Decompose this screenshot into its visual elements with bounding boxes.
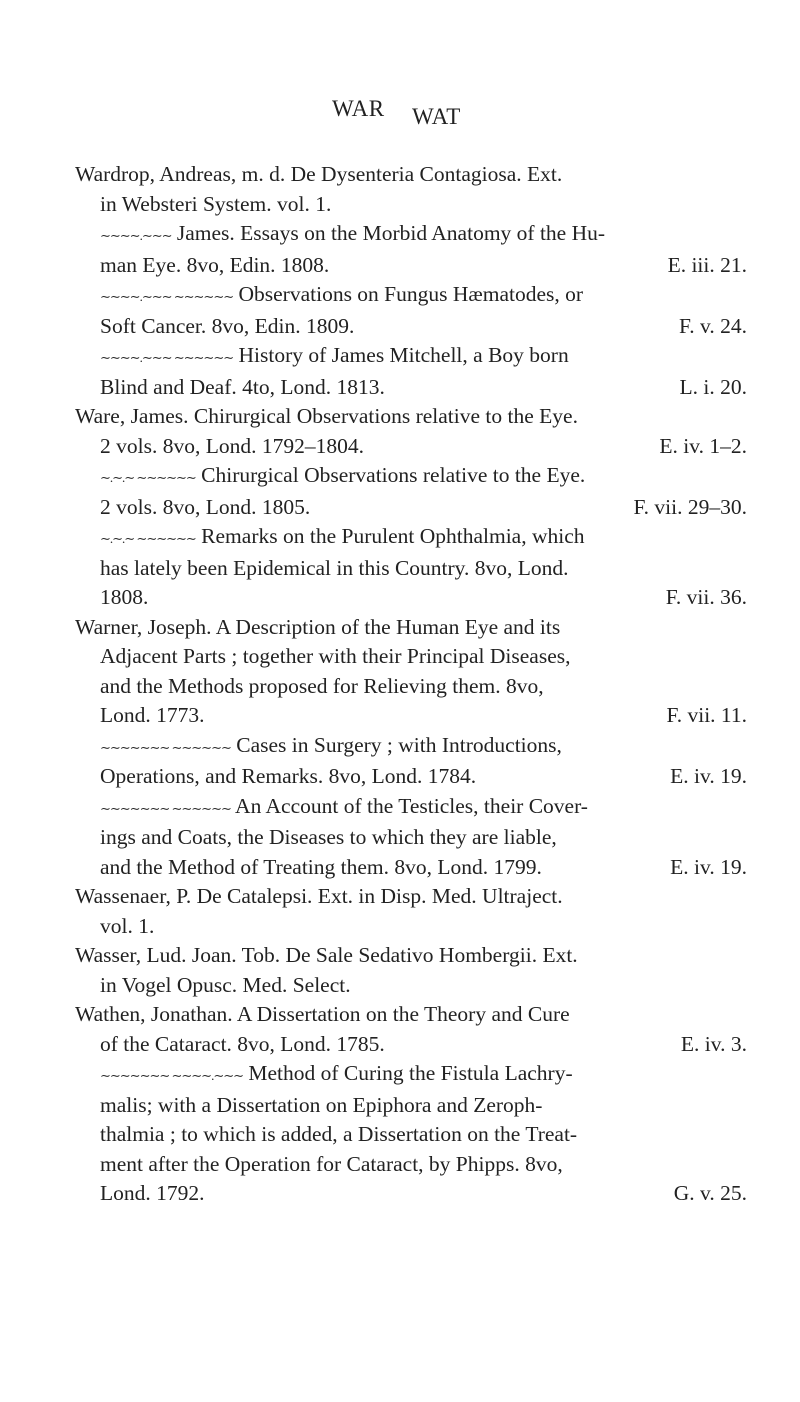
- entry-lead: Warner, Joseph.: [75, 614, 212, 639]
- bibliography-entry: [75, 792, 747, 883]
- entry-continuation-line: [75, 823, 747, 853]
- bibliography-entry: [75, 522, 747, 613]
- bibliography-entry: [75, 160, 747, 219]
- entry-lead: Ware, James.: [75, 404, 189, 428]
- shelf-reference: F. vii. 36.: [665, 585, 747, 609]
- entry-continuation-line: [75, 971, 747, 1001]
- entry-text: in Vogel Opusc. Med. Select.: [100, 972, 351, 997]
- entry-continuation-line: [75, 642, 747, 672]
- entry-lead: Wasser, Lud. Joan. Tob.: [75, 943, 281, 967]
- bibliography-entry: [75, 882, 747, 941]
- entry-first-line: [75, 792, 747, 824]
- entry-lead: ∼∼∼∼.∼∼∼ ∼∼∼∼∼∼: [100, 289, 234, 304]
- entry-first-line: [75, 941, 747, 971]
- entry-continuation-line: [75, 432, 747, 462]
- entry-text: James. Essays on the Morbid Anatomy of the Hu-: [171, 221, 606, 245]
- entry-continuation-line: [75, 554, 747, 584]
- entry-text: De Sale Sedativo Hombergii. Ext.: [280, 943, 578, 967]
- entry-first-line: [75, 1059, 747, 1091]
- entry-text: 2 vols. 8vo, Lond. 1792–1804.: [100, 433, 364, 458]
- entry-text: has lately been Epidemical in this Country. 8vo, Lond.: [100, 555, 569, 580]
- entry-continuation-line: [75, 312, 747, 342]
- entry-first-line: [75, 882, 747, 912]
- entry-first-line: [75, 219, 747, 251]
- entry-first-line: [75, 613, 747, 643]
- entry-first-line: [75, 341, 747, 373]
- entry-continuation-line: [75, 762, 747, 792]
- entry-lead: ∼∼∼∼.∼∼∼: [100, 228, 172, 243]
- entry-continuation-line: [75, 1150, 747, 1180]
- entry-continuation-line: [75, 251, 747, 281]
- entry-text: Remarks on the Purulent Ophthalmia, which: [195, 524, 585, 548]
- bibliography-entry: [75, 941, 747, 1000]
- entry-continuation-line: [75, 912, 747, 942]
- shelf-reference: F. vii. 11.: [666, 703, 747, 727]
- entry-continuation-line: [75, 373, 747, 403]
- entry-text: Cases in Surgery ; with Introductions,: [230, 732, 562, 757]
- entry-text: Chirurgical Observations relative to the Eye.: [188, 404, 578, 428]
- bibliography-entry: [75, 461, 747, 522]
- shelf-reference: E. iv. 19.: [670, 854, 747, 879]
- entry-text: De Catalepsi. Ext. in Disp. Med. Ultraject.: [191, 884, 563, 908]
- entry-text: Lond. 1792.: [100, 1181, 205, 1205]
- entry-lead: Wardrop, Andreas, m. d.: [75, 162, 286, 186]
- entry-text: of the Cataract. 8vo, Lond. 1785.: [100, 1031, 385, 1056]
- entry-text: Chirurgical Observations relative to the Eye.: [195, 463, 586, 487]
- entry-text: Adjacent Parts ; together with their Principal Diseases,: [100, 644, 571, 668]
- shelf-reference: E. iv. 19.: [670, 764, 747, 788]
- entry-text: Method of Curing the Fistula Lachry-: [243, 1061, 573, 1085]
- entry-text: An Account of the Testicles, their Cover-: [230, 793, 588, 818]
- entry-text: Operations, and Remarks. 8vo, Lond. 1784.: [100, 764, 477, 788]
- shelf-reference: E. iii. 21.: [667, 252, 747, 277]
- entry-text: Blind and Deaf. 4to, Lond. 1813.: [100, 374, 385, 399]
- entry-continuation-line: [75, 1179, 747, 1209]
- shelf-reference: L. i. 20.: [679, 374, 747, 399]
- bibliography-list: [75, 160, 747, 1209]
- entry-lead: ∼.∼.∼ ∼∼∼∼∼∼: [100, 470, 196, 485]
- entry-first-line: [75, 402, 747, 432]
- entry-continuation-line: [75, 853, 747, 883]
- bibliography-entry: [75, 341, 747, 402]
- shelf-reference: E. iv. 3.: [680, 1031, 747, 1056]
- running-header: [0, 96, 800, 136]
- entry-continuation-line: [75, 701, 747, 731]
- entry-text: man Eye. 8vo, Edin. 1808.: [100, 252, 330, 277]
- entry-text: thalmia ; to which is added, a Dissertation on the Treat-: [100, 1122, 578, 1146]
- entry-text: and the Method of Treating them. 8vo, Lond. 1799.: [100, 854, 542, 879]
- entry-text: Lond. 1773.: [100, 703, 205, 727]
- entry-first-line: [75, 461, 747, 493]
- entry-lead: Wassenaer, P.: [75, 884, 192, 908]
- entry-lead: ∼∼∼∼∼∼∼ ∼∼∼∼∼∼: [100, 800, 231, 816]
- bibliography-entry: [75, 731, 747, 792]
- bibliography-entry: [75, 280, 747, 341]
- entry-text: History of James Mitchell, a Boy born: [233, 343, 569, 367]
- entry-continuation-line: [75, 190, 747, 220]
- entry-text: ment after the Operation for Cataract, by Phipps. 8vo,: [100, 1151, 563, 1176]
- shelf-reference: G. v. 25.: [673, 1181, 747, 1205]
- shelf-reference: F. vii. 29–30.: [633, 494, 747, 519]
- entry-text: De Dysenteria Contagiosa. Ext.: [285, 162, 563, 186]
- shelf-reference: F. v. 24.: [679, 313, 747, 338]
- entry-text: ings and Coats, the Diseases to which they are liable,: [100, 825, 557, 849]
- shelf-reference: E. iv. 1–2.: [659, 433, 747, 458]
- entry-text: Observations on Fungus Hæmatodes, or: [233, 282, 584, 306]
- bibliography-entry: [75, 1059, 747, 1209]
- entry-lead: Wathen, Jonathan.: [75, 1002, 233, 1026]
- entry-text: 2 vols. 8vo, Lond. 1805.: [100, 494, 311, 519]
- entry-continuation-line: [75, 1091, 747, 1121]
- entry-first-line: [75, 1000, 747, 1030]
- bibliography-entry: [75, 402, 747, 461]
- entry-text: A Dissertation on the Theory and Cure: [232, 1002, 570, 1026]
- entry-lead: ∼∼∼∼.∼∼∼ ∼∼∼∼∼∼: [100, 350, 234, 365]
- entry-continuation-line: [75, 493, 747, 523]
- entry-lead: ∼.∼.∼ ∼∼∼∼∼∼: [100, 531, 196, 546]
- entry-lead: ∼∼∼∼∼∼∼ ∼∼∼∼∼∼: [100, 739, 231, 755]
- entry-lead: ∼∼∼∼∼∼∼ ∼∼∼∼.∼∼∼: [100, 1068, 243, 1083]
- bibliography-entry: [75, 613, 747, 731]
- entry-text: in Websteri System. vol. 1.: [100, 191, 332, 216]
- header-right: WAT: [412, 104, 461, 129]
- entry-continuation-line: [75, 583, 747, 613]
- entry-continuation-line: [75, 1120, 747, 1150]
- entry-text: vol. 1.: [100, 913, 155, 938]
- header-left: WAR: [332, 96, 385, 121]
- entry-continuation-line: [75, 672, 747, 702]
- entry-first-line: [75, 160, 747, 190]
- entry-continuation-line: [75, 1030, 747, 1060]
- bibliography-entry: [75, 1000, 747, 1059]
- entry-text: Soft Cancer. 8vo, Edin. 1809.: [100, 313, 355, 338]
- entry-first-line: [75, 522, 747, 554]
- entry-first-line: [75, 280, 747, 312]
- entry-first-line: [75, 731, 747, 763]
- entry-text: A Description of the Human Eye and its: [211, 614, 561, 639]
- entry-text: and the Methods proposed for Relieving them. 8vo,: [100, 673, 544, 698]
- entry-text: 1808.: [100, 585, 149, 609]
- entry-text: malis; with a Dissertation on Epiphora and Zeroph-: [100, 1092, 543, 1117]
- bibliography-entry: [75, 219, 747, 280]
